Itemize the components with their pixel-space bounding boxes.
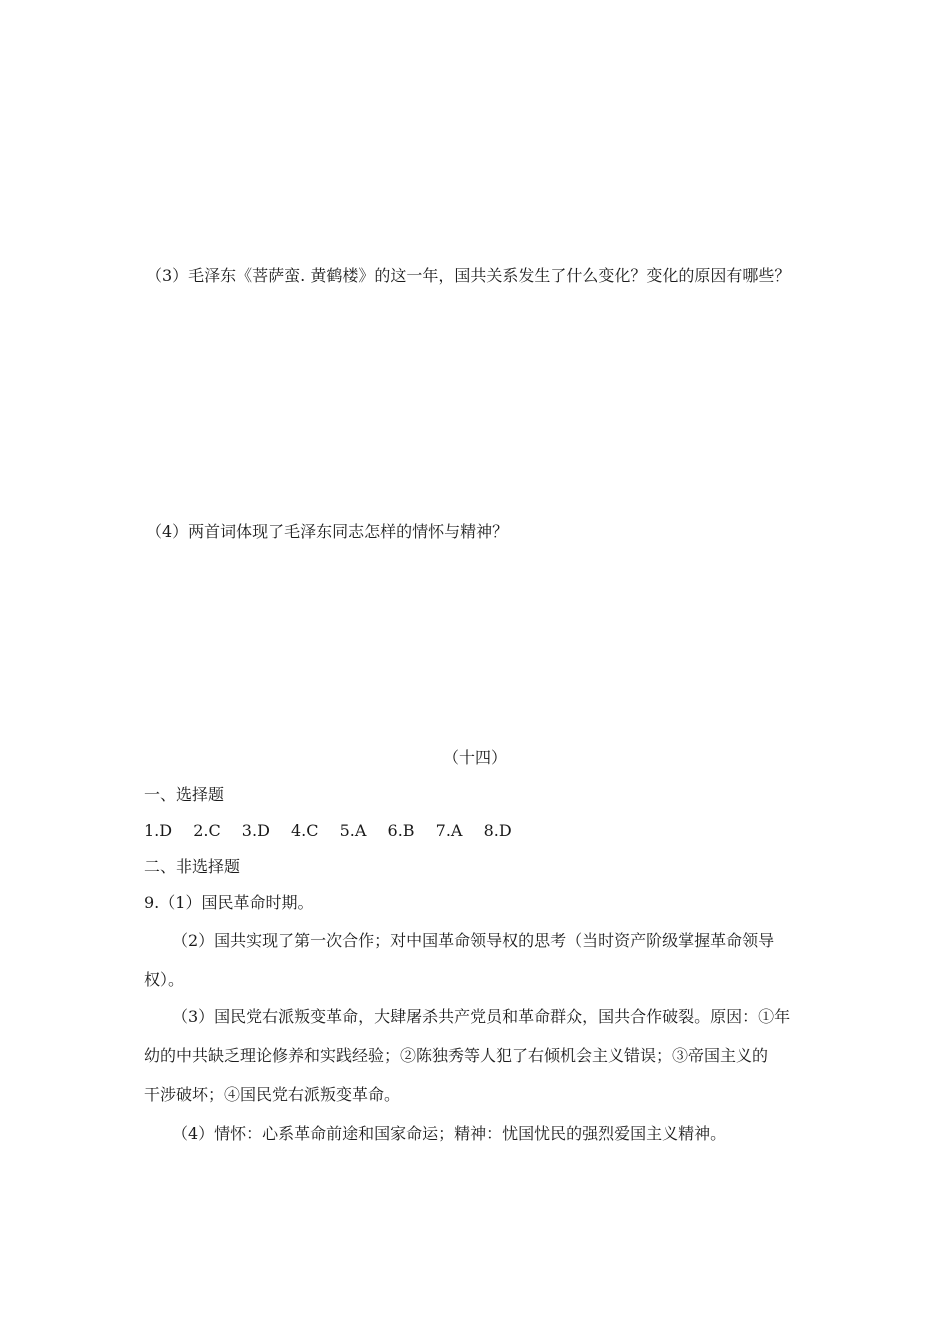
answer-section-title: （十四）	[442, 748, 507, 767]
answer-9-3-line-3: 干涉破坏；④国民党右派叛变革命。	[144, 1085, 401, 1104]
question-4: （4）两首词体现了毛泽东同志怎样的情怀与精神？	[146, 522, 509, 541]
mc-answer: 6.B	[387, 821, 415, 840]
answer-9-2-line-1: （2）国共实现了第一次合作；对中国革命领导权的思考（当时资产阶级掌握革命领导	[172, 931, 775, 950]
mc-answer: 8.D	[483, 821, 512, 840]
mc-answer: 7.A	[435, 821, 463, 840]
answer-9-3-line-2: 幼的中共缺乏理论修养和实践经验；②陈独秀等人犯了右倾机会主义错误；③帝国主义的	[144, 1046, 769, 1065]
multiple-choice-answers	[144, 821, 528, 841]
mc-answer: 3.D	[241, 821, 270, 840]
answer-9-4: （4）情怀：心系革命前途和国家命运；精神：忧国忧民的强烈爱国主义精神。	[172, 1124, 727, 1143]
mc-answer: 5.A	[339, 821, 367, 840]
answer-9-1: 9.（1）国民革命时期。	[144, 893, 314, 912]
question-3: （3）毛泽东《菩萨蛮. 黄鹤楼》的这一年，国共关系发生了什么变化？变化的原因有哪些？	[146, 266, 791, 285]
part-1-heading: 一、选择题	[144, 785, 225, 804]
answer-9-3-line-1: （3）国民党右派叛变革命，大肆屠杀共产党员和革命群众，国共合作破裂。原因：①年	[172, 1007, 791, 1026]
mc-answer: 2.C	[193, 821, 221, 840]
answer-9-2-line-2: 权）。	[144, 970, 185, 989]
mc-answer: 1.D	[144, 821, 173, 840]
part-2-heading: 二、非选择题	[144, 857, 241, 876]
mc-answer: 4.C	[290, 821, 319, 840]
